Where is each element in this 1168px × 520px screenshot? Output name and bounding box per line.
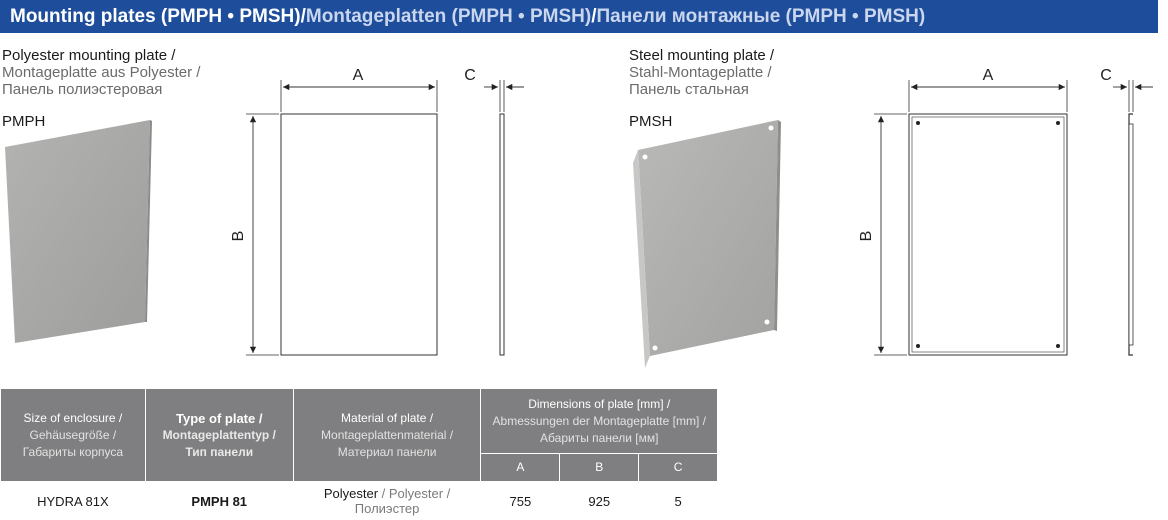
polyester-side-view (484, 80, 524, 355)
header-dimensions: Dimensions of plate [mm] / Abmessungen der Montageplatte [mm] / Абариты панели [мм] (481, 389, 718, 454)
steel-dimension-b-label: B (858, 231, 875, 242)
polyester-caption-de: Montageplatte aus Polyester / (2, 64, 200, 81)
steel-dimension-a-label: A (983, 67, 994, 84)
polyester-plate-image (5, 120, 152, 343)
header-size: Size of enclosure / Gehäusegröße / Габариты корпуса (1, 389, 146, 482)
polyester-code: PMPH (2, 113, 45, 130)
steel-side-view (1113, 80, 1153, 355)
dimension-a-label: A (353, 67, 364, 84)
cell-size: HYDRA 81X (1, 482, 146, 520)
cell-a: 755 (481, 482, 560, 520)
dimension-b-label: B (230, 231, 247, 242)
specification-table (0, 388, 718, 520)
steel-front-view (874, 80, 1067, 355)
cell-material: Polyester / Polyester / Полиэстер (293, 482, 481, 520)
polyester-caption-en: Polyester mounting plate / (2, 47, 200, 64)
cell-b: 925 (560, 482, 639, 520)
title-separator: / (591, 6, 596, 28)
title-en: Mounting plates (PMPH • PMSH) (10, 6, 301, 28)
steel-caption-en: Steel mounting plate / (629, 47, 774, 64)
header-material: Material of plate / Montageplattenmaterial / Материал панели (293, 389, 481, 482)
header-col-b: B (560, 454, 639, 482)
steel-caption-de: Stahl-Montageplatte / (629, 64, 774, 81)
title-separator: / (301, 6, 306, 28)
title-ru: Панели монтажные (PMPH • PMSH) (596, 6, 925, 28)
steel-plate-image (633, 120, 781, 368)
cell-c: 5 (639, 482, 718, 520)
polyester-front-view (246, 80, 437, 355)
title-de: Montageplatten (PMPH • PMSH) (306, 6, 591, 28)
steel-code: PMSH (629, 113, 672, 130)
table-row (1, 482, 718, 520)
cell-type: PMPH 81 (145, 482, 293, 520)
dimension-c-label: C (464, 67, 476, 84)
header-col-c: C (639, 454, 718, 482)
polyester-caption-ru: Панель полиэстеровая (2, 81, 200, 98)
header-type: Type of plate / Montageplattentyp / Тип панели (145, 389, 293, 482)
header-col-a: A (481, 454, 560, 482)
steel-dimension-c-label: C (1100, 67, 1112, 84)
steel-caption-ru: Панель стальная (629, 81, 774, 98)
